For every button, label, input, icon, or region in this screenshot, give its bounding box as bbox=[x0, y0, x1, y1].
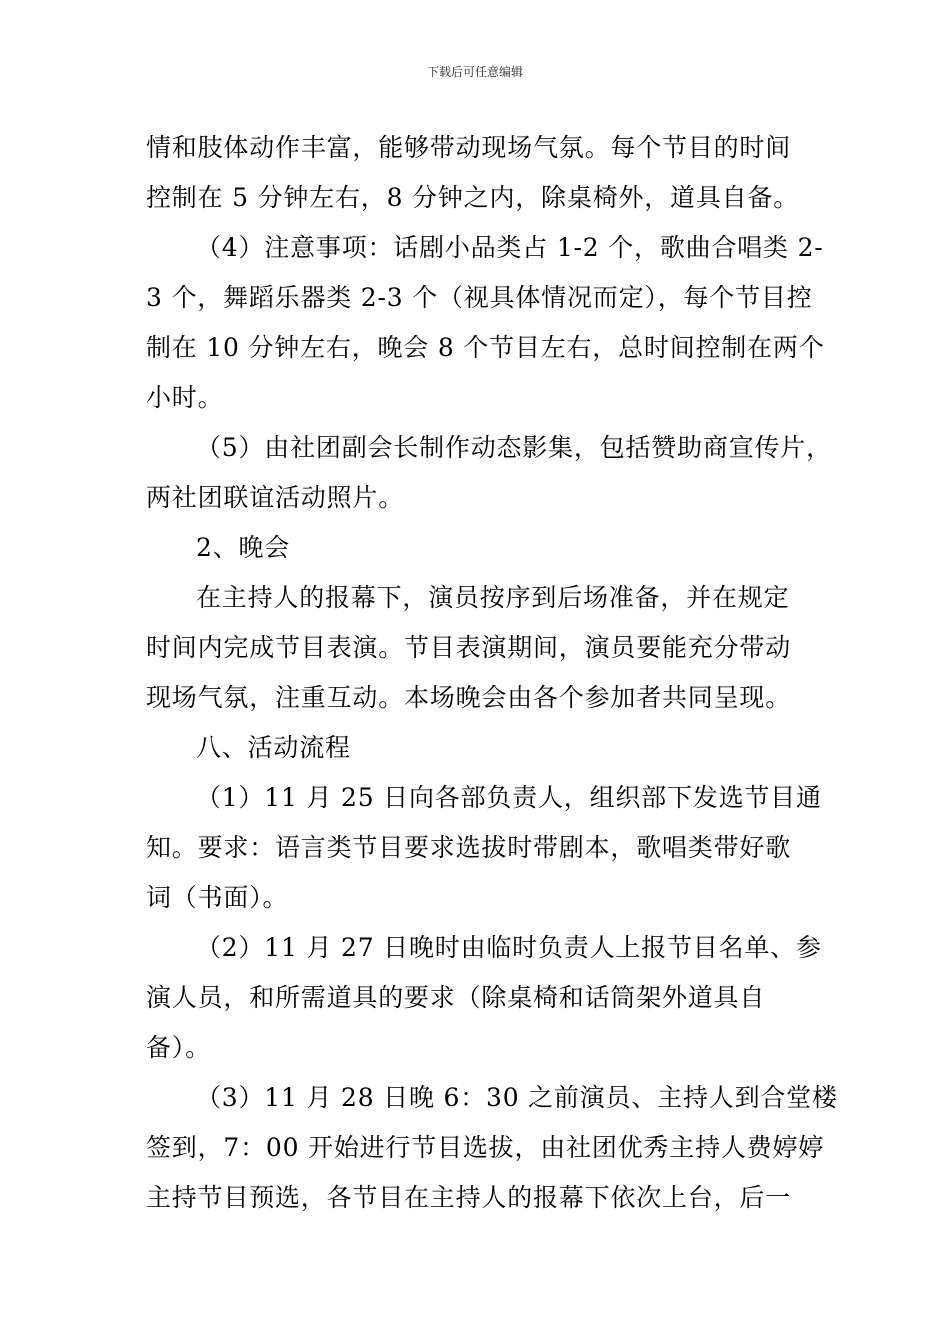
text-line: （2）11 月 27 日晚时由临时负责人上报节目名单、参 bbox=[196, 933, 822, 962]
text-line: 情和肢体动作丰富，能够带动现场气氛。每个节目的时间 bbox=[146, 133, 792, 162]
text-line: 现场气氛，注重互动。本场晚会由各个参加者共同呈现。 bbox=[146, 683, 792, 712]
text-line: 小时。 bbox=[146, 383, 224, 412]
section-heading: 八、活动流程 bbox=[196, 733, 351, 762]
text-line: 控制在 5 分钟左右，8 分钟之内，除桌椅外，道具自备。 bbox=[146, 183, 800, 212]
text-line: 知。要求：语言类节目要求选拔时带剧本，歌唱类带好歌 bbox=[146, 833, 792, 862]
text-line: 主持节目预选，各节目在主持人的报幕下依次上台，后一 bbox=[146, 1183, 792, 1212]
text-line: 在主持人的报幕下，演员按序到后场准备，并在规定 bbox=[196, 583, 790, 612]
text-line: 3 个，舞蹈乐器类 2-3 个（视具体情况而定），每个节目控 bbox=[146, 283, 813, 312]
text-line: 备）。 bbox=[146, 1033, 211, 1062]
text-line: （3）11 月 28 日晚 6：30 之前演员、主持人到合堂楼 bbox=[196, 1083, 838, 1112]
section-heading: 2、晚会 bbox=[196, 533, 291, 562]
text-line: 时间内完成节目表演。节目表演期间，演员要能充分带动 bbox=[146, 633, 792, 662]
text-line: （4）注意事项：话剧小品类占 1-2 个，歌曲合唱类 2- bbox=[196, 233, 824, 262]
text-line: 签到，7：00 开始进行节目选拔，由社团优秀主持人费婷婷 bbox=[146, 1133, 825, 1162]
text-line: 两社团联谊活动照片。 bbox=[146, 483, 405, 512]
page-header: 下载后可任意编辑 bbox=[426, 65, 523, 79]
text-line: 制在 10 分钟左右，晚会 8 个节目左右，总时间控制在两个 bbox=[146, 333, 825, 362]
text-line: 演人员，和所需道具的要求（除桌椅和话筒架外道具自 bbox=[146, 983, 766, 1012]
text-line: （1）11 月 25 日向各部负责人，组织部下发选节目通 bbox=[196, 783, 822, 812]
text-line: 词（书面）。 bbox=[146, 883, 289, 912]
text-line: （5）由社团副会长制作动态影集，包括赞助商宣传片， bbox=[196, 433, 832, 462]
